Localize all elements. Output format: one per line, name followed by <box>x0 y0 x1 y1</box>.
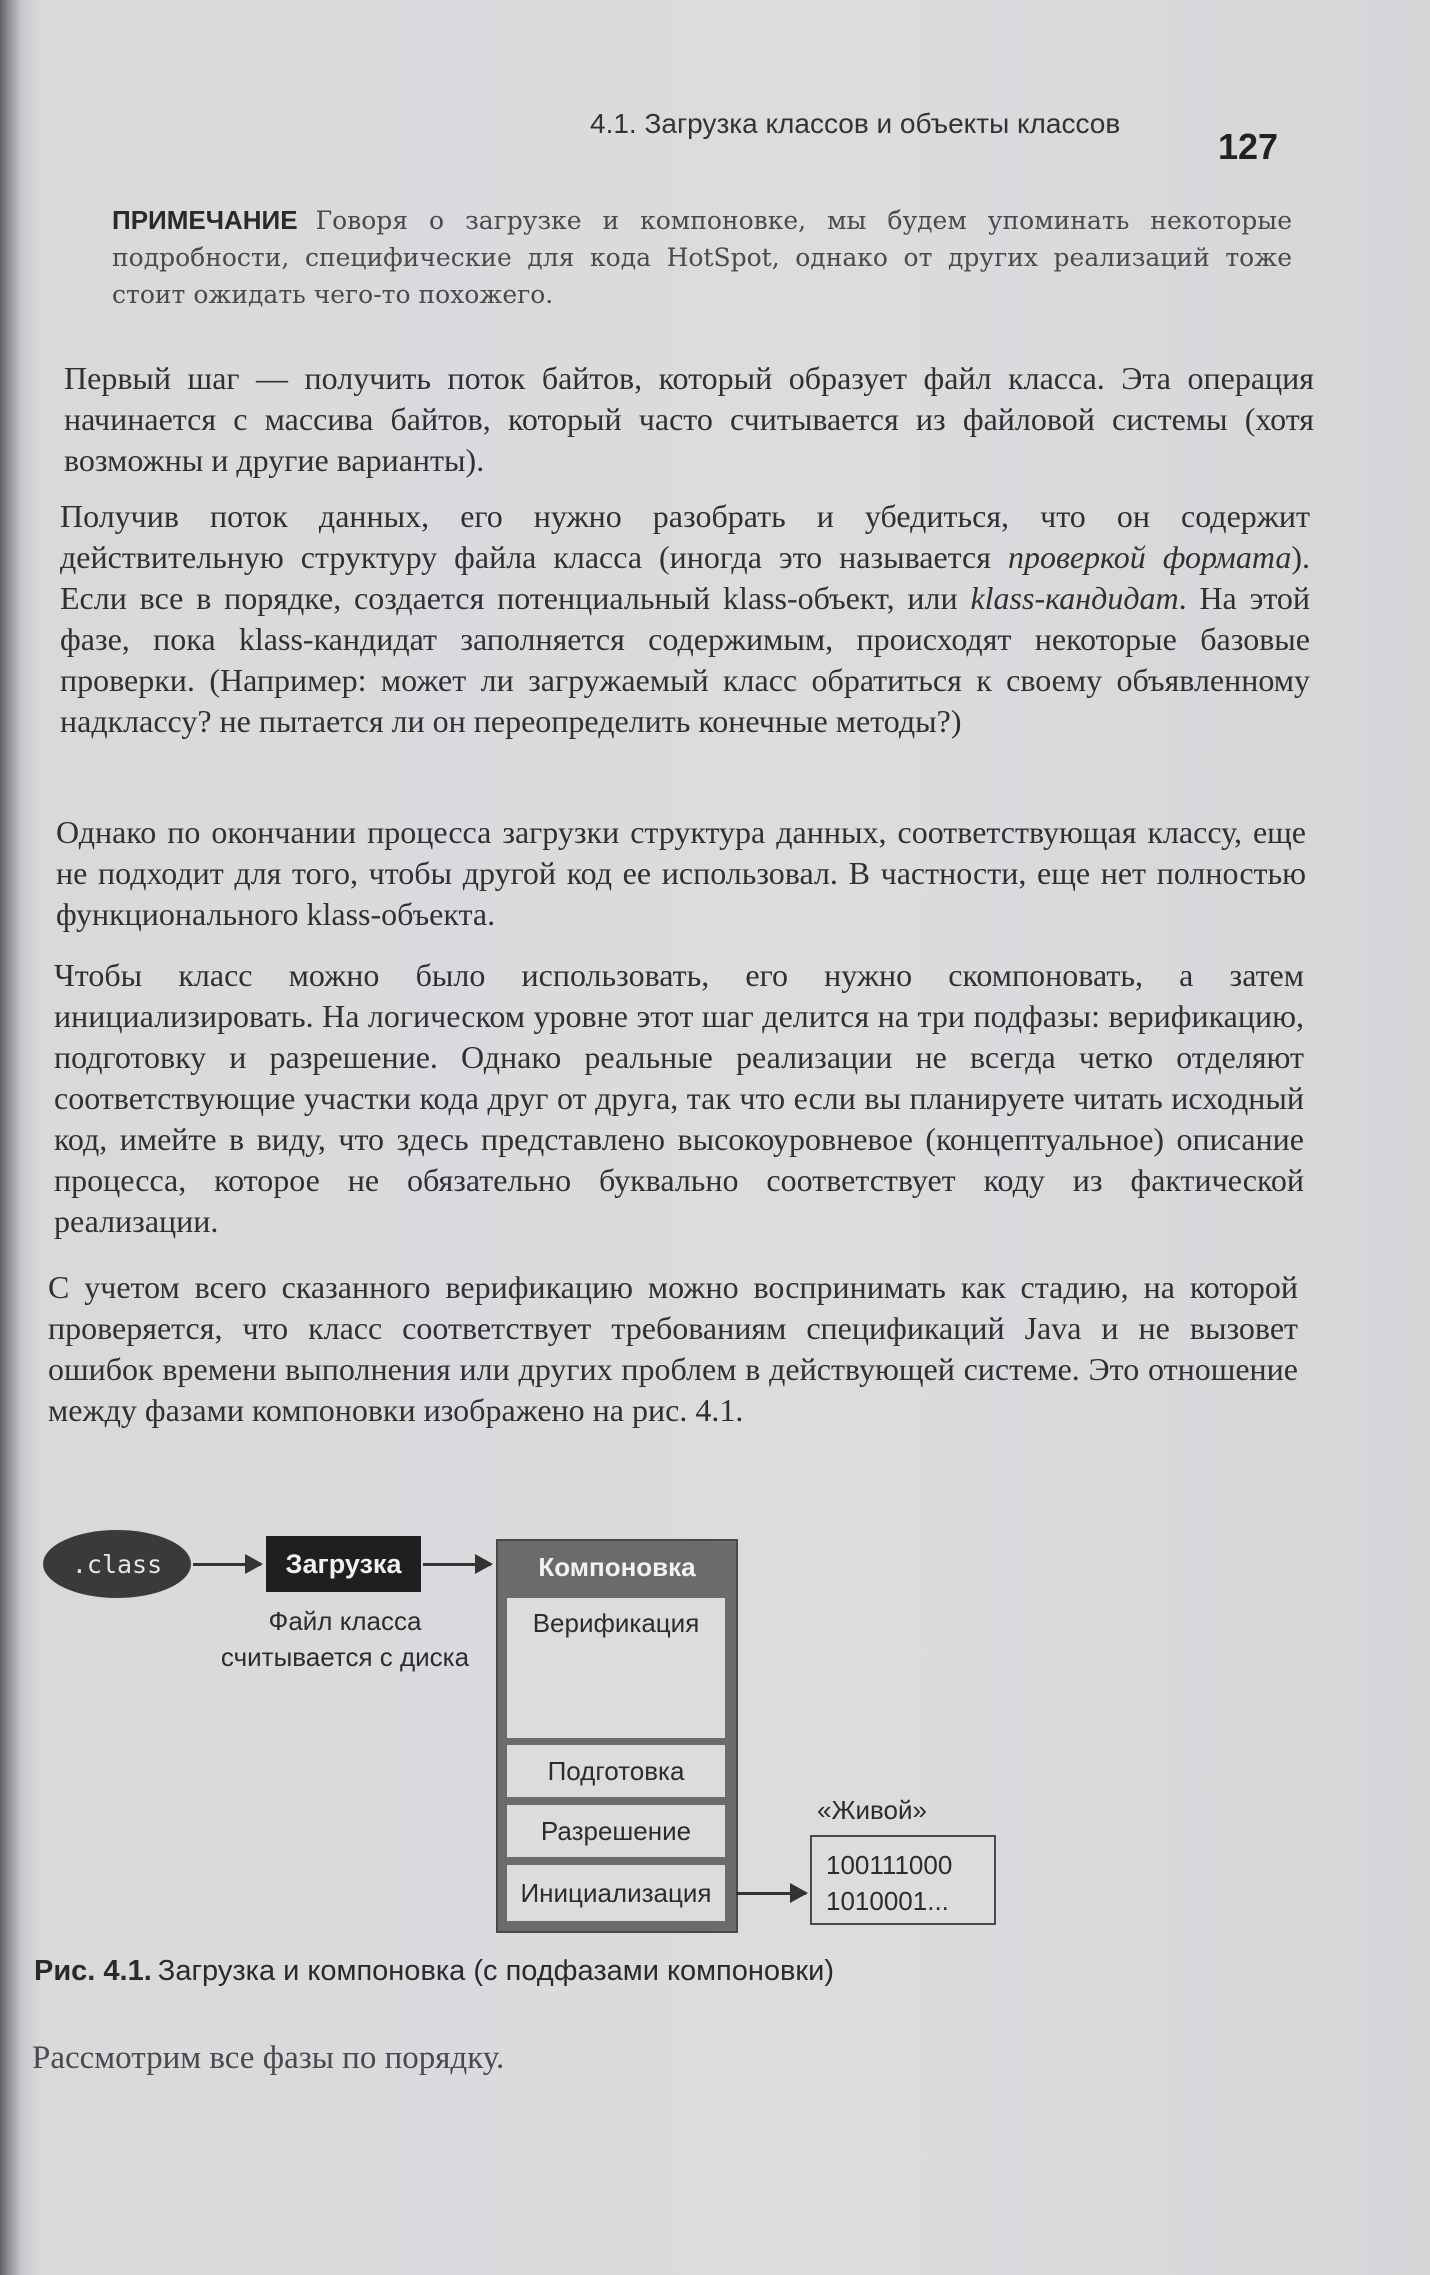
load-caption-line-2: считывается с диска <box>220 1642 470 1672</box>
paragraph-2-part-c: . На этой фазе, пока klass-кандидат заполняется содержимым, происходят некоторые базовые проверки. (Например: может ли загружаемый класс обратиться к своему объявленному надклассу? не пытается ли он переопределить конечные методы?) <box>60 580 1310 739</box>
arrow-load-to-linking <box>423 1563 491 1566</box>
load-caption <box>200 1603 490 1675</box>
arrow-init-to-live-type <box>736 1892 806 1895</box>
header-title: 4.1. Загрузка классов и объекты классов <box>590 108 1121 139</box>
figure-caption-text: Загрузка и компоновка (с подфазами компоновки) <box>157 1955 834 1987</box>
verification-label: Верификация <box>532 1608 700 1638</box>
note-text: Говоря о загрузке и компоновке, мы будем упоминать некоторые подробности, специфические для кода HotSpot, однако от других реализаций тоже стоит ожидать чего-то похожего. <box>112 206 1292 309</box>
note-label: ПРИМЕЧАНИЕ <box>112 205 298 235</box>
term-klass-candidate: klass-кандидат <box>970 580 1179 616</box>
paragraph-2-part-a: Получив поток данных, его нужно разобрать и убедиться, что он содержит действительную структуру файла класса (иногда это называется <box>60 498 1310 575</box>
live-type-line-2: 1010001... <box>826 1886 949 1916</box>
linking-header <box>498 1541 736 1594</box>
linking-label: Компоновка <box>538 1552 696 1582</box>
live-type-label: «Живой» <box>817 1795 927 1825</box>
figure-caption <box>34 1955 834 1988</box>
closing-paragraph: Рассмотрим все фазы по порядку. <box>32 2040 505 2076</box>
live-type-line-1: 100111000 <box>826 1850 953 1880</box>
load-label: Загрузка <box>285 1548 402 1579</box>
initialization-phase <box>507 1865 725 1921</box>
load-caption-line-1: Файл класса <box>268 1606 422 1636</box>
paragraph-3: Однако по окончании процесса загрузки структура данных, соответствующая классу, еще не подходит для того, чтобы другой код ее использовал. В частности, еще нет полностью функционального klass-объекта. <box>56 814 1306 932</box>
resolution-label: Разрешение <box>540 1815 692 1846</box>
class-file-label: .class <box>71 1549 163 1579</box>
arrow-class-to-load <box>193 1563 261 1566</box>
paragraph-4: Чтобы класс можно было использовать, его нужно скомпоновать, а затем инициализировать. На логическом уровне этот шаг делится на три подфазы: верификацию, подготовку и разрешение. Однако реальные реализации не всегда четко отделяют соответствующие участки кода друг от друга, так что если вы планируете читать исходный код, имейте в виду, что здесь представлено высокоуровневое (концептуальное) описание процесса, которое не обязательно буквально соответствует коду из фактической реализации. <box>54 957 1304 1239</box>
paragraph-2-part-b: ). Если все в порядке, создается потенциальный klass-объект, или <box>60 539 1311 616</box>
paragraph-5: С учетом всего сказанного верификацию можно воспринимать как стадию, на которой проверяется, что класс соответствует требованиям спецификаций Java и не вызовет ошибок времени выполнения или других проблем в действующей системе. Это отношение между фазами компоновки изображено на рис. 4.1. <box>48 1269 1298 1428</box>
live-type-node <box>810 1835 996 1925</box>
paragraph-1: Первый шаг — получить поток байтов, который образует файл класса. Эта операция начинается с массива байтов, который часто считывается из файловой системы (хотя возможны и другие варианты). <box>64 360 1314 478</box>
paragraph-2 <box>60 496 1310 742</box>
verification-phase <box>507 1598 725 1738</box>
preparation-label: Подготовка <box>547 1755 685 1786</box>
class-file-node <box>43 1530 191 1598</box>
term-format-check: проверкой формата <box>1007 539 1292 575</box>
linking-node <box>496 1539 738 1933</box>
initialization-label: Инициализация <box>520 1877 712 1908</box>
preparation-phase <box>507 1745 725 1797</box>
load-node <box>266 1536 421 1592</box>
resolution-phase <box>507 1805 725 1857</box>
page-number: 127 <box>1218 126 1279 167</box>
note-block <box>112 202 1292 313</box>
figure-caption-number: Рис. 4.1. <box>34 1955 152 1987</box>
